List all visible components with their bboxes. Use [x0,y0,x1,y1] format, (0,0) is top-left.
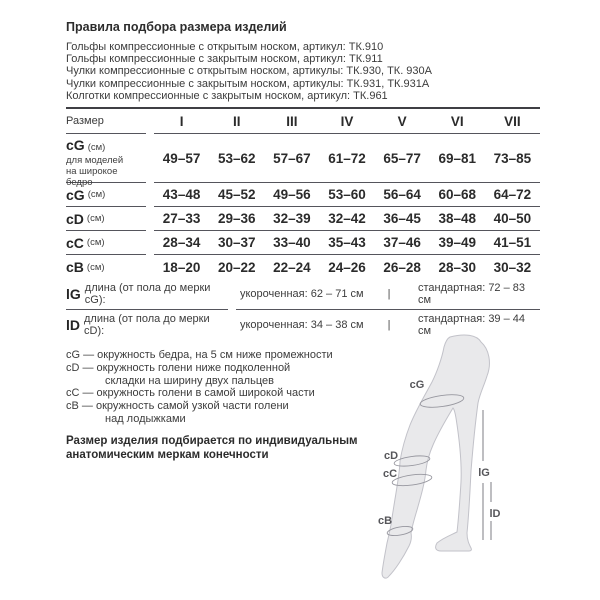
column-header: VI [450,113,464,129]
unit-label: (см) [87,142,106,154]
unit-label: (см) [86,213,105,225]
size-cell: 36–45 [383,211,421,227]
lg-diagram-label: lG [478,467,490,479]
size-cell: 73–85 [493,150,532,166]
size-cell: 56–64 [383,187,421,203]
size-cell: 30–37 [217,235,256,251]
size-cell: 32–39 [273,211,311,227]
size-table [66,107,540,340]
summary-line: анатомическим меркам конечности [66,448,269,461]
unit-label: (см) [86,237,105,249]
length-row-label [66,310,228,340]
length-label-text: длина (от пола до мерки cD): [84,313,210,338]
table-header-row [66,109,540,134]
size-cell: 41–51 [493,235,532,251]
size-cell: 24–26 [328,259,366,275]
length-row [66,279,540,310]
row-key: cG [66,137,85,154]
size-cell: 61–72 [328,150,366,166]
cc-diagram-label: cC [382,468,398,480]
size-cell: 43–48 [162,187,201,203]
size-cell: 29–36 [217,211,256,227]
row-values [154,183,540,207]
column-header: II [232,113,241,129]
product-line: Чулки компрессионные с открытым носком, артикулы: ТК.930, ТК. 930А [66,65,432,78]
summary-text [66,435,386,463]
value-separator: | [387,288,391,301]
legend-item-continuation: над лодыжками [105,413,186,425]
size-cell: 18–20 [162,259,201,275]
size-cell: 28–34 [162,235,201,251]
product-line: Гольфы компрессионные с закрытым носком, артикул: ТК.911 [66,53,383,66]
row-label [66,134,146,188]
size-cell: 22–24 [273,259,311,275]
unit-label: (см) [86,261,105,273]
size-cell: 39–49 [438,235,477,251]
length-row-label [66,279,228,310]
cb-diagram-label: cB [377,515,393,527]
row-values [154,231,540,255]
row-label [66,255,146,279]
row-label [66,183,146,207]
page-title: Правила подбора размера изделий [66,20,287,34]
table-row [66,134,540,188]
row-key: lG [66,286,81,303]
table-row [66,207,540,231]
legend-item: cB — окружность самой узкой части голени [66,400,289,413]
value-separator: | [387,319,391,332]
column-header: I [179,113,184,129]
column-header: V [397,113,407,129]
row-key: cG [66,186,85,203]
column-header: IV [340,113,354,129]
row-values [154,207,540,231]
row-label [66,231,146,255]
legend-item: cG — окружность бедра, на 5 см ниже промежности [66,349,333,362]
size-cell: 37–46 [383,235,421,251]
size-cell: 57–67 [273,150,311,166]
size-cell: 53–62 [217,150,256,166]
size-cell: 28–30 [438,259,477,275]
length-standard-value: стандартная: 39 – 44 см [418,313,526,338]
product-line: Колготки компрессионные с закрытым носком, артикул: ТК.961 [66,89,388,102]
legend-item-continuation: складки на ширину двух пальцев [105,374,274,387]
leg-diagram [370,330,600,592]
size-cell: 64–72 [493,187,532,203]
cg-diagram-label: cG [409,379,425,391]
corner-label: Размер [66,109,146,134]
unit-label: (см) [87,189,106,201]
row-key: lD [66,317,80,334]
row-note: для моделей на широкое бедро [66,155,124,188]
size-cell: 69–81 [438,150,477,166]
size-cell: 45–52 [217,187,256,203]
size-cell: 32–42 [328,211,366,227]
row-key: cC [66,234,84,251]
size-cell: 53–60 [328,187,366,203]
row-key: cD [66,210,84,227]
leg-silhouette [382,335,489,578]
column-header: VII [504,113,521,129]
row-values [154,134,540,183]
summary-line: Размер изделия подбирается по индивидуальным [66,434,358,447]
legend-item: cD — окружность голени ниже подколенной [66,361,291,374]
size-cell: 49–56 [273,187,311,203]
length-short-value: укороченная: 62 – 71 см [240,288,364,301]
legend-item: cC — окружность голени в самой широкой части [66,387,315,400]
size-cell: 40–50 [493,211,532,227]
column-gap [146,109,154,134]
size-cell: 38–48 [438,211,477,227]
size-cell: 20–22 [217,259,256,275]
cd-diagram-label: cD [383,450,399,462]
size-cell: 49–57 [162,150,201,166]
size-cell: 30–32 [493,259,532,275]
row-values [154,255,540,279]
product-line: Гольфы компрессионные с открытым носком, артикул: ТК.910 [66,41,384,53]
size-cell: 60–68 [438,187,477,203]
product-line: Чулки компрессионные с закрытым носком, артикулы: ТК.931, ТК.931А [66,77,430,90]
row-key: cB [66,259,84,276]
product-list [66,41,540,102]
length-label-text: длина (от пола до мерки cG): [84,282,211,307]
row-label [66,207,146,231]
table-row [66,183,540,207]
table-row [66,231,540,255]
size-cell: 65–77 [383,150,421,166]
ld-diagram-label: lD [489,508,501,520]
table-row [66,255,540,279]
length-row-values [236,279,540,310]
column-header: III [286,113,298,129]
column-headers [154,109,540,134]
length-short-value: укороченная: 34 – 38 см [240,319,364,332]
size-cell: 33–40 [273,235,311,251]
size-cell: 26–28 [383,259,421,275]
size-cell: 35–43 [328,235,366,251]
length-standard-value: стандартная: 72 – 83 см [418,282,526,307]
size-cell: 27–33 [162,211,201,227]
